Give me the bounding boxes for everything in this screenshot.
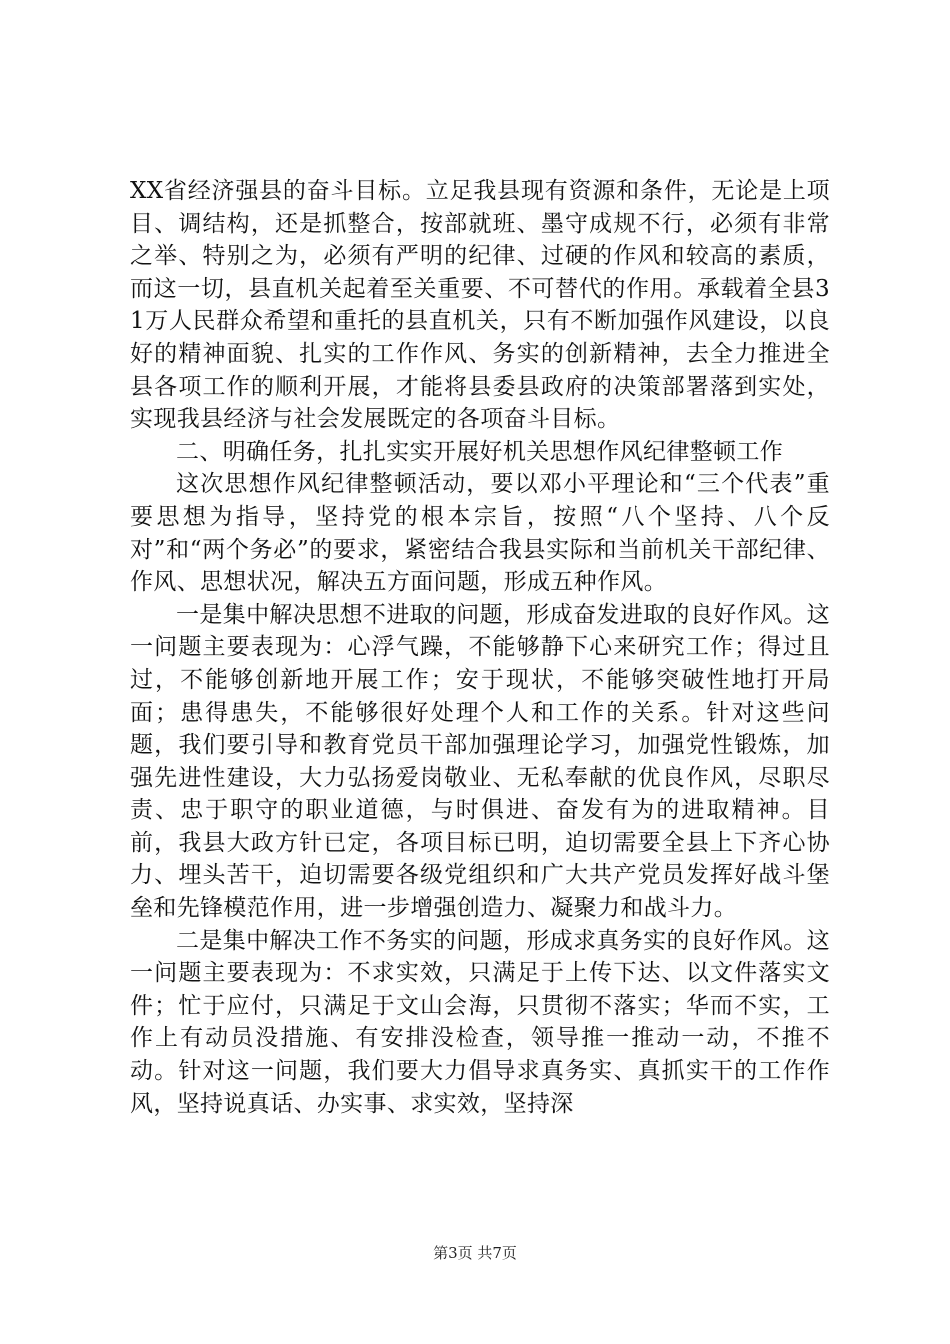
document-body — [130, 175, 830, 1120]
paragraph-2: 这次思想作风纪律整顿活动，要以邓小平理论和“三个代表”重要思想为指导，坚持党的根本宗旨，按照“八个坚持、八个反对”和“两个务必”的要求，紧密结合我县实际和当前机关干部纪律、作风、思想状况，解决五方面问题，形成五种作风。 — [130, 471, 830, 596]
paragraph-1: XX省经济强县的奋斗目标。立足我县现有资源和条件，无论是上项目、调结构，还是抓整合，按部就班、墨守成规不行，必须有非常之举、特别之为，必须有严明的纪律、过硬的作风和较高的素质，而这一切，县直机关起着至关重要、不可替代的作用。承载着全县31万人民群众希望和重托的县直机关，只有不断加强作风建设，以良好的精神面貌、扎实的工作作风、务实的创新精神，去全力推进全县各项工作的顺利开展，才能将县委县政府的决策部署落到实处，实现我县经济与社会发展既定的各项奋斗目标。 — [130, 178, 830, 433]
page-number-footer: 第3页 共7页 — [433, 1244, 517, 1262]
section-heading: 二、明确任务，扎扎实实开展好机关思想作风纪律整顿工作 — [176, 438, 784, 465]
paragraph-4: 二是集中解决工作不务实的问题，形成求真务实的良好作风。这一问题主要表现为：不求实效，只满足于上传下达、以文件落实文件；忙于应付，只满足于文山会海，只贯彻不落实；华而不实，工作上有动员没措施、有安排没检查，领导推一推动一动，不推不动。针对这一问题，我们要大力倡导求真务实、真抓实干的工作作风，坚持说真话、办实事、求实效，坚持深 — [130, 927, 830, 1117]
paragraph-3: 一是集中解决思想不进取的问题，形成奋发进取的良好作风。这一问题主要表现为：心浮气躁，不能够静下心来研究工作；得过且过，不能够创新地开展工作；安于现状，不能够突破性地打开局面；患得患失，不能够很好处理个人和工作的关系。针对这些问题，我们要引导和教育党员干部加强理论学习，加强党性锻炼，加强先进性建设，大力弘扬爱岗敬业、无私奉献的优良作风，尽职尽责、忠于职守的职业道德，与时俱进、奋发有为的进取精神。目前，我县大政方针已定，各项目标已明，迫切需要全县上下齐心协力、埋头苦干，迫切需要各级党组织和广大共产党员发挥好战斗堡垒和先锋模范作用，进一步增强创造力、凝聚力和战斗力。 — [130, 601, 830, 922]
